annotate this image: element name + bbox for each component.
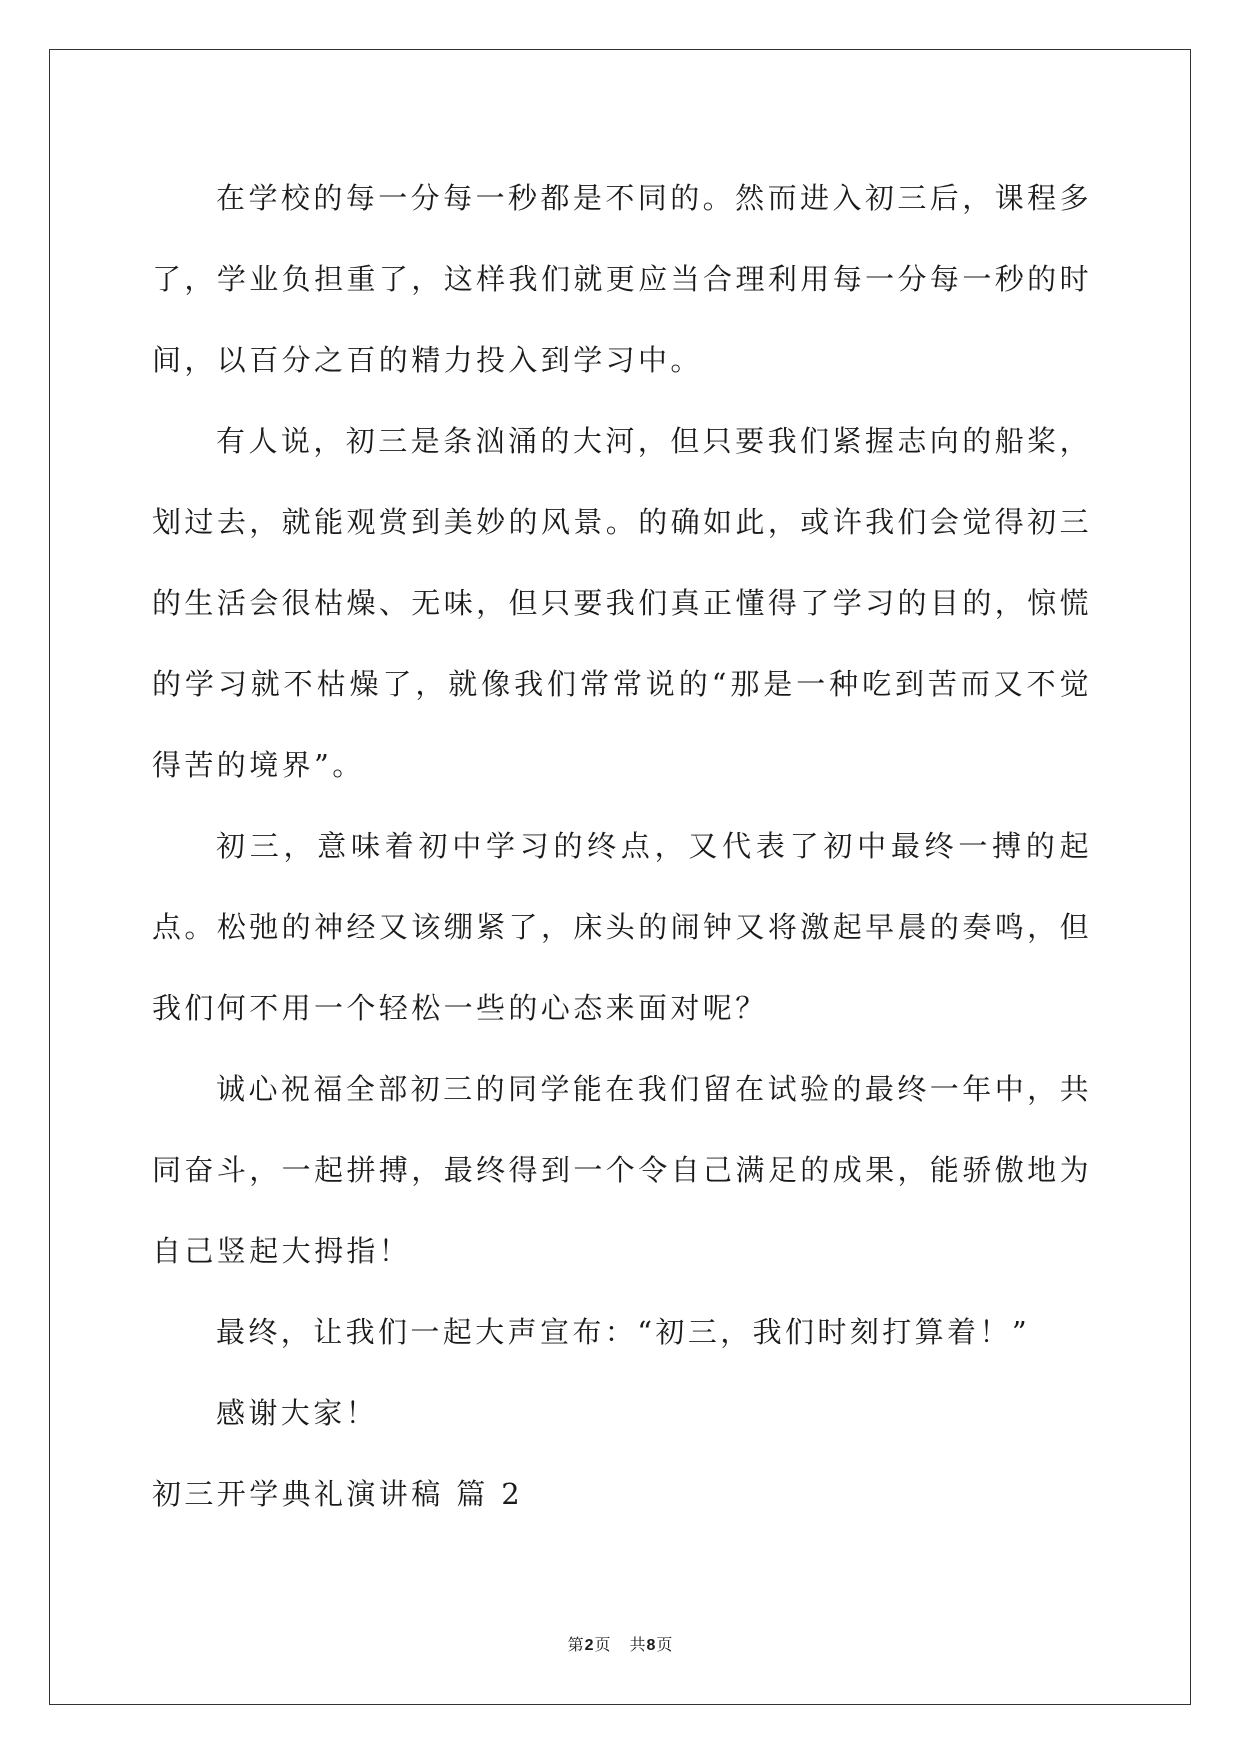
footer-total-suffix: 页 [656,1635,674,1654]
section-heading: 初三开学典礼演讲稿 篇 2 [152,1477,524,1511]
paragraph-6: 感谢大家！ [216,1396,379,1430]
footer-page-number: 2 [584,1637,595,1654]
footer-total-prefix: 共 [629,1635,647,1654]
page-footer [0,1632,1241,1655]
paragraph-2: 有人说，初三是条汹涌的大河，但只要我们紧握志向的船桨，划过去，就能观赏到美妙的风景。的确如此，或许我们会觉得初三的生活会很枯燥、无味，但只要我们真正懂得了学习的目的，惊慌的学习就不枯燥了，就像我们常常说的“那是一种吃到苦而又不觉得苦的境界”。 [152,424,1092,782]
paragraph-3: 初三，意味着初中学习的终点，又代表了初中最终一搏的起点。松弛的神经又该绷紧了，床头的闹钟又将激起早晨的奏鸣，但我们何不用一个轻松一些的心态来面对呢？ [152,829,1092,1025]
paragraph-5: 最终，让我们一起大声宣布：“初三，我们时刻打算着！” [216,1315,1031,1349]
footer-page-prefix: 第 [567,1635,585,1654]
footer-page-suffix: 页 [594,1635,612,1654]
document-body [152,158,1092,1535]
paragraph-1: 在学校的每一分每一秒都是不同的。然而进入初三后，课程多了，学业负担重了，这样我们就更应当合理利用每一分每一秒的时间，以百分之百的精力投入到学习中。 [152,181,1092,377]
footer-total-pages: 8 [646,1637,657,1654]
paragraph-4: 诚心祝福全部初三的同学能在我们留在试验的最终一年中，共同奋斗，一起拼搏，最终得到一个令自己满足的成果，能骄傲地为自己竖起大拇指！ [152,1072,1092,1268]
